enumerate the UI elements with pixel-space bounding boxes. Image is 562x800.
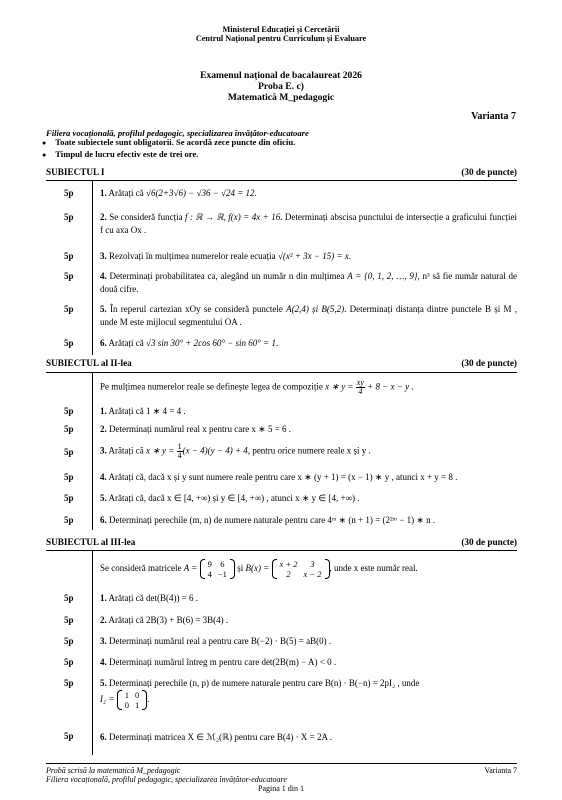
- divider: [46, 550, 517, 551]
- s2-item-3: 3. Arătați că x ∗ y = $\frac{1}{4}$ (x − 4)(y − 4) + 4, pentru orice numere reale x și y .: [100, 442, 371, 460]
- s3-item-4: 4. Determinați numărul întreg m pentru care det(2B(m) − A) < 0 .: [100, 657, 337, 667]
- footer-page: Pagina 1 din 1: [258, 784, 304, 793]
- s3-item-1: 1. Arătați că det(B(4)) = 6 .: [100, 593, 199, 603]
- points-label: 5p: [64, 493, 74, 503]
- matrix-B: x + 2 3 2 x − 2: [272, 559, 330, 579]
- section-3-header: [46, 537, 517, 547]
- instruction-item: ● Timpul de lucru efectiv este de trei ore.: [40, 149, 295, 161]
- instructions-list: [40, 137, 295, 161]
- divider: [46, 372, 517, 373]
- section-1-points: (30 de puncte): [461, 167, 517, 177]
- points-label: 5p: [64, 515, 74, 525]
- s3-intro: Se consideră matricele A = 9 6 4 −1 și B(x) = x + 2 3 2 x − 2 , unde x este număr real.: [100, 558, 418, 579]
- s3-item-2: 2. Arătați că 2B(3) + B(6) = 3B(4) .: [100, 615, 229, 625]
- instruction-item: ● Toate subiectele sunt obligatorii. Se acordă zece puncte din oficiu.: [40, 137, 295, 149]
- points-label: 5p: [64, 212, 74, 222]
- s2-intro: Pe mulțimea numerelor reale se definește legea de compoziție x ∗ y = $\frac{xy}{4}$ + 8 − x − y .: [100, 378, 414, 396]
- ministry-name: Ministerul Educației și Cercetării: [222, 25, 340, 34]
- points-column-line: [92, 550, 93, 755]
- footer-divider: [46, 763, 517, 764]
- s3-item-5: 5. Determinați perechile (n, p) de numere naturale pentru care B(n) · B(−n) = 2pI₂ , unde I₂ = 1 0 0 1 .: [100, 678, 420, 710]
- section-2-header: [46, 358, 517, 368]
- s1-item-4: 4. Determinați probabilitatea ca, alegând un număr n din mulțimea A = {0, 1, 2, …, 9}, n³ să fie număr natural de două cifre.: [100, 271, 518, 294]
- section-1-title: SUBIECTUL I: [46, 167, 105, 177]
- points-column-line: [92, 180, 93, 355]
- s1-item-5: 5. În reperul cartezian xOy se consideră punctele A(2,4) și B(5,2). Determinați distanța dintre punctele B și M , unde M este mijlocul segmentului OA .: [100, 304, 518, 327]
- points-label: 5p: [64, 338, 74, 348]
- s2-item-1: 1. Arătați că 1 ∗ 4 = 4 .: [100, 406, 186, 416]
- filiera-text: Filiera vocațională, profilul pedagogic, specializarea învățător-educatoare: [46, 128, 309, 138]
- s1-item-6: 6. Arătați că √3 sin 30° + 2cos 60° − sin 60° = 1.: [100, 338, 279, 348]
- exam-proba: Proba E. c): [258, 81, 304, 92]
- section-3-title: SUBIECTUL al III-lea: [46, 537, 136, 547]
- s1-item-3: 3. Rezolvați în mulțimea numerelor reale ecuația √(x² + 3x − 15) = x.: [100, 251, 352, 261]
- points-label: 5p: [64, 251, 74, 261]
- s1-item-2: 2. Se consideră funcția f : ℝ → ℝ, f(x) = 4x + 16. Determinați abscisa punctului de intersecție a graficului funcției f cu axa Ox .: [100, 212, 517, 235]
- matrix-A: 9 6 4 −1: [200, 559, 235, 579]
- points-label: 5p: [64, 406, 74, 416]
- section-2-title: SUBIECTUL al II-lea: [46, 358, 132, 368]
- s2-item-6: 6. Determinați perechile (m, n) de numere naturale pentru care 4ᵐ ∗ (n + 1) = (2²ᵐ − 1) ∗ n .: [100, 515, 436, 525]
- section-3-points: (30 de puncte): [461, 537, 517, 547]
- footer-left-1: Probă scrisă la matematică M_pedagogic: [46, 766, 181, 775]
- footer-left-2: Filiera vocațională, profilul pedagogic, specializarea învățător-educatoare: [46, 775, 287, 784]
- s2-item-2: 2. Determinați numărul real x pentru care x ∗ 5 = 6 .: [100, 424, 292, 434]
- points-label: 5p: [64, 188, 74, 198]
- s2-item-5: 5. Arătați că, dacă x ∈ [4, +∞) și y ∈ [4, +∞) , atunci x ∗ y ∈ [4, +∞) .: [100, 493, 360, 503]
- points-label: 5p: [64, 731, 74, 741]
- s3-item-6: 6. Determinați matricea X ∈ ℳ₂(ℝ) pentru care B(4) · X = 2A .: [100, 732, 332, 742]
- matrix-I2: 1 0 0 1: [117, 690, 148, 710]
- points-label: 5p: [64, 657, 74, 667]
- exam-title: Examenul național de bacalaureat 2026: [200, 70, 362, 81]
- points-label: 5p: [64, 271, 74, 281]
- variant-label: Varianta 7: [471, 111, 516, 122]
- section-1-header: [46, 167, 517, 177]
- points-label: 5p: [64, 615, 74, 625]
- divider: [46, 180, 517, 181]
- s1-item-1: 1. Arătați că √6(2+3√6) − √36 − √24 = 12.: [100, 188, 257, 198]
- s2-item-4: 4. Arătați că, dacă x și y sunt numere reale pentru care x ∗ (y + 1) = (x − 1) ∗ y , atunci x + y = 8 .: [100, 472, 458, 482]
- points-label: 5p: [64, 447, 74, 457]
- points-label: 5p: [64, 593, 74, 603]
- points-label: 5p: [64, 678, 74, 688]
- points-label: 5p: [64, 424, 74, 434]
- footer-variant: Varianta 7: [484, 766, 517, 775]
- points-label: 5p: [64, 304, 74, 314]
- center-name: Centrul Național pentru Curriculum și Evaluare: [195, 34, 367, 43]
- points-label: 5p: [64, 636, 74, 646]
- points-label: 5p: [64, 472, 74, 482]
- s3-item-3: 3. Determinați numărul real a pentru care B(−2) · B(5) = aB(0) .: [100, 636, 332, 646]
- exam-subject: Matematică M_pedagogic: [227, 92, 335, 103]
- section-2-points: (30 de puncte): [461, 358, 517, 368]
- points-column-line: [92, 372, 93, 530]
